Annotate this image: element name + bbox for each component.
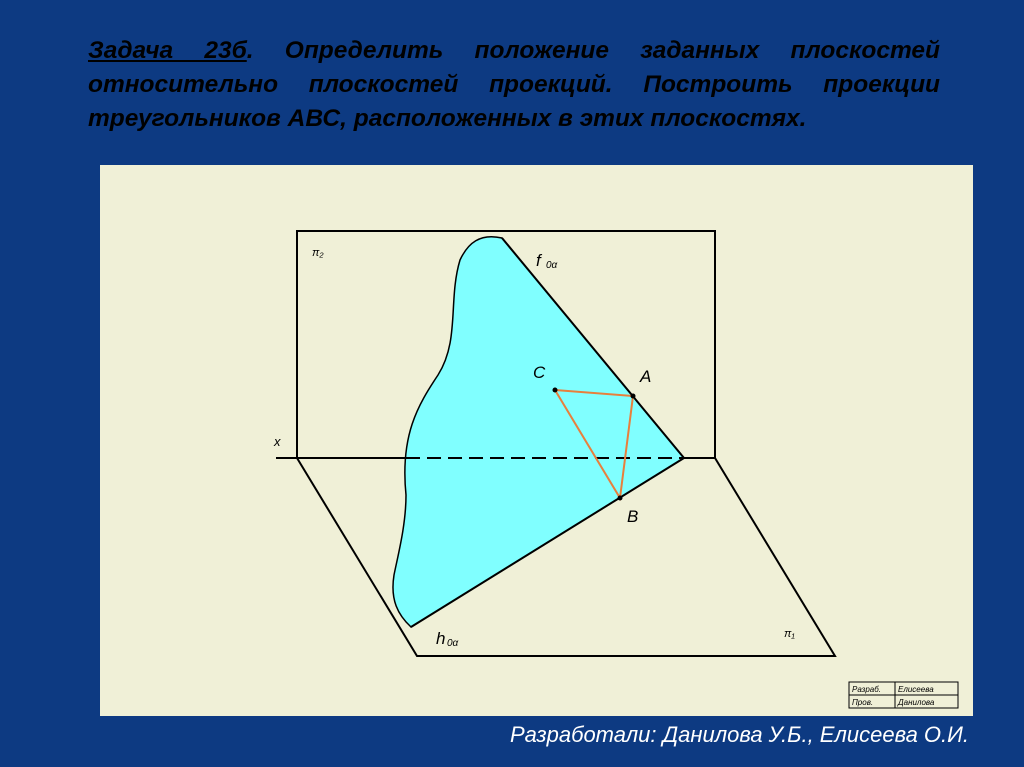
point-c-label: C xyxy=(533,363,546,382)
stamp-row1-label: Разраб. xyxy=(852,685,881,694)
point-b-dot xyxy=(618,496,623,501)
projection-drawing xyxy=(100,165,973,716)
point-b-label: B xyxy=(627,507,639,526)
stamp xyxy=(849,682,958,708)
task-title xyxy=(88,34,940,136)
pi2-label: π₂ xyxy=(312,247,324,259)
stamp-row2-label: Пров. xyxy=(852,698,874,707)
authors-footer: Разработали: Данилова У.Б., Елисеева О.И. xyxy=(509,722,969,747)
plane-alpha xyxy=(393,237,684,627)
task-text: . Определить положение заданных плоскостей относительно плоскостей проекций. Построить проекции треугольников АВС, расположенных в этих плоскостях. xyxy=(88,37,941,132)
point-a-dot xyxy=(631,394,636,399)
h0a-label: h xyxy=(436,629,446,648)
stamp-row2-value: Данилова xyxy=(898,698,935,707)
point-a-label: A xyxy=(640,367,652,386)
h0a-subscript: 0α xyxy=(447,638,459,649)
point-c-dot xyxy=(553,388,558,393)
stamp-row1-value: Елисеева xyxy=(898,685,934,694)
pi1-label: π₁ xyxy=(784,628,795,640)
f0a-label: f xyxy=(536,251,541,270)
x-axis-label: x xyxy=(274,434,281,449)
f0a-subscript: 0α xyxy=(546,260,558,271)
drawing-panel xyxy=(100,165,973,716)
task-number: Задача 23б xyxy=(88,37,247,64)
